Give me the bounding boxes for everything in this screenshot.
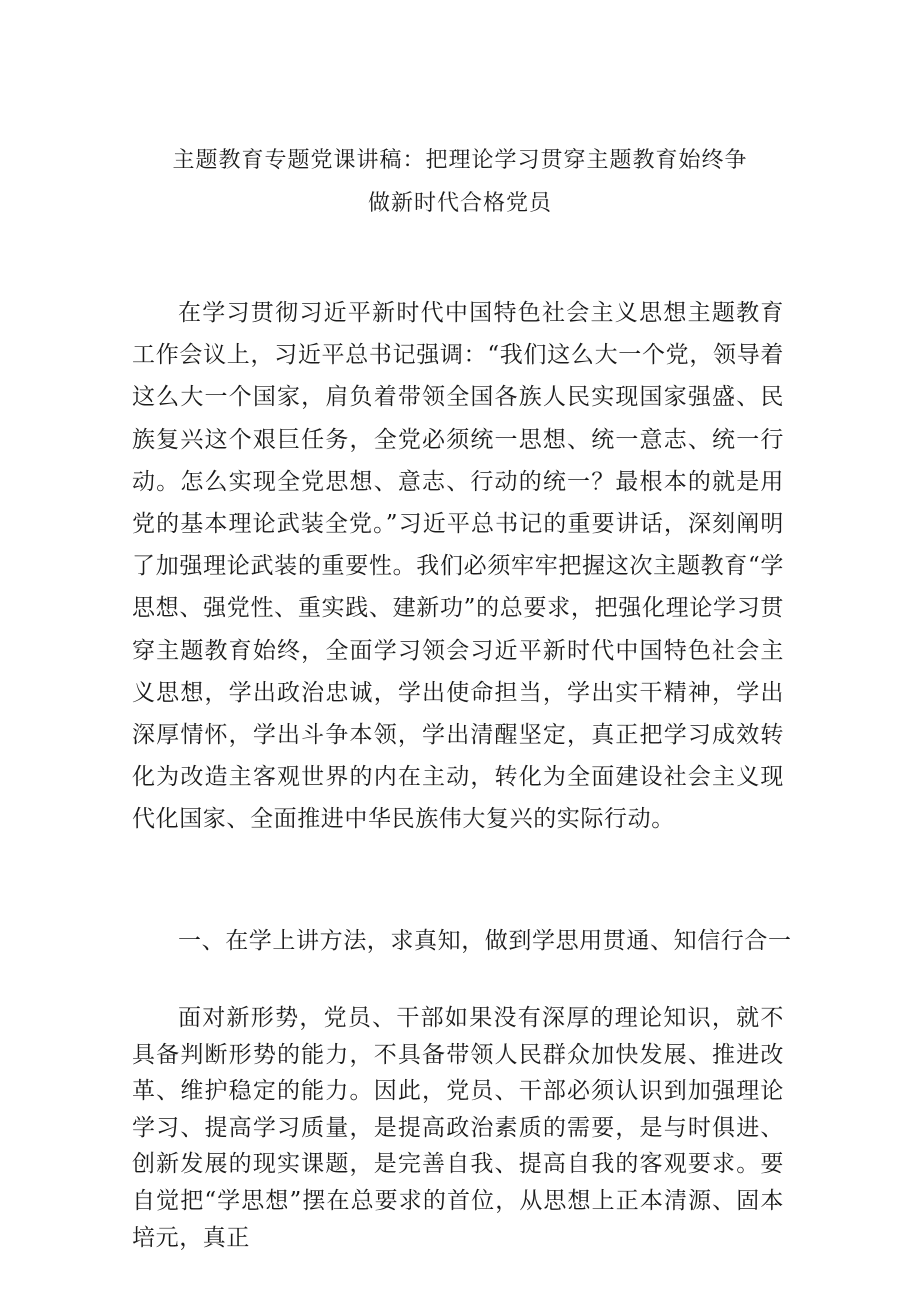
document-title-line-1: 主题教育专题党课讲稿：把理论学习贯穿主题教育始终争: [172, 148, 748, 173]
document-title-line-2: 做新时代合格党员: [367, 191, 552, 216]
section-heading-1: 一、在学上讲方法，求真知，做到学思用贯通、知信行合一: [178, 928, 792, 954]
body-paragraph-2: 面对新形势，党员、干部如果没有深厚的理论知识，就不具备判断形势的能力，不具备带领人民群众加快发展、推进改革、维护稳定的能力。因此，党员、干部必须认识到加强理论学习、提高学习质量，是提高政治素质的需要，是与时俱进、创新发展的现实课题，是完善自我、提高自我的客观要求。要自觉把“学思想”摆在总要求的首位，从思想上正本清源、固本培元，真正: [132, 1005, 784, 1251]
body-paragraph-1: 在学习贯彻习近平新时代中国特色社会主义思想主题教育工作会议上，习近平总书记强调：“我们这么大一个党，领导着这么大一个国家，肩负着带领全国各族人民实现国家强盛、民族复兴这个艰巨任务，全党必须统一思想、统一意志、统一行动。怎么实现全党思想、意志、行动的统一？最根本的就是用党的基本理论武装全党。”习近平总书记的重要讲话，深刻阐明了加强理论武装的重要性。我们必须牢牢把握这次主题教育“学思想、强党性、重实践、建新功”的总要求，把强化理论学习贯穿主题教育始终，全面学习领会习近平新时代中国特色社会主义思想，学出政治忠诚，学出使命担当，学出实干精神，学出深厚情怀，学出斗争本领，学出清醒坚定，真正把学习成效转化为改造主客观世界的内在主动，转化为全面建设社会主义现代化国家、全面推进中华民族伟大复兴的实际行动。: [132, 300, 784, 833]
